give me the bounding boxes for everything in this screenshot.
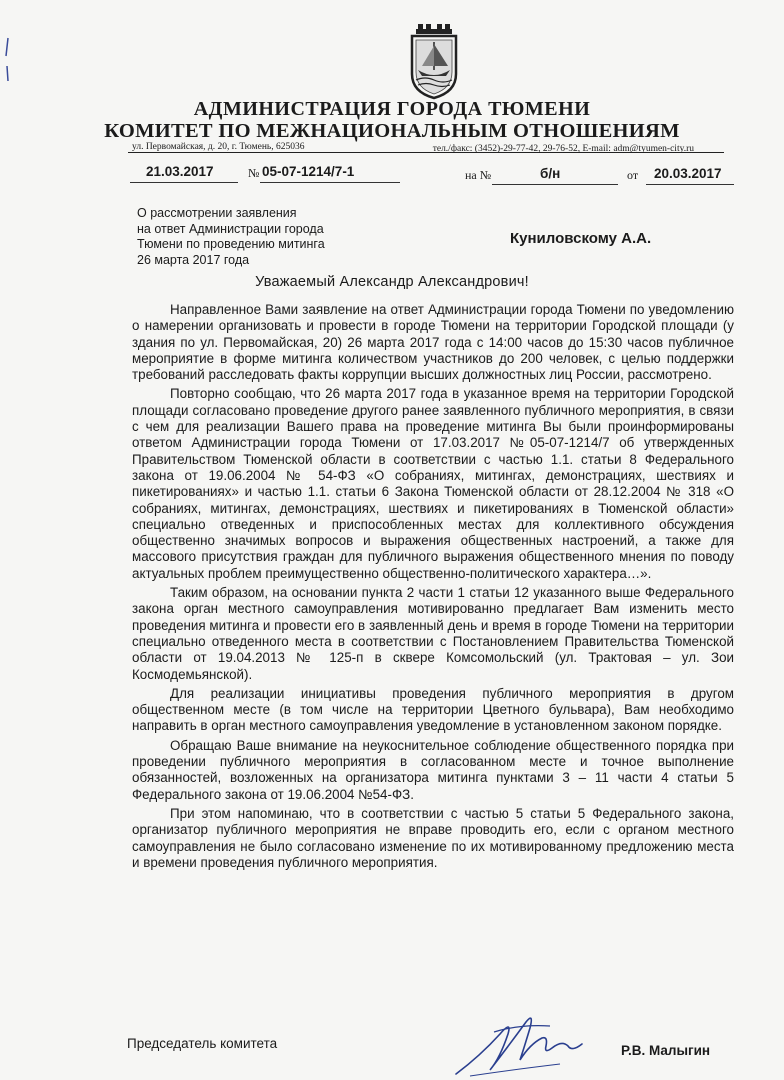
org-address: ул. Первомайская, д. 20, г. Тюмень, 625036 xyxy=(132,142,305,152)
reply-number: б/н xyxy=(540,166,561,181)
letter-body xyxy=(132,302,734,874)
handwritten-signature xyxy=(450,1004,590,1080)
addressee: Куниловскому А.А. xyxy=(510,230,652,247)
reply-underline xyxy=(492,184,618,185)
date-underline xyxy=(130,182,238,183)
margin-mark xyxy=(2,36,12,96)
subject-line: на ответ Администрации города xyxy=(137,221,324,236)
letter-subject xyxy=(137,206,325,268)
signer-name: Р.В. Малыгин xyxy=(621,1043,711,1058)
greeting: Уважаемый Александр Александрович! xyxy=(255,274,529,290)
number-label: № xyxy=(248,166,260,180)
from-date: 20.03.2017 xyxy=(654,166,722,181)
reply-label: на № xyxy=(465,168,492,182)
body-paragraph: При этом напоминаю, что в соответствии с частью 5 статьи 5 Федерального закона, организатор публичного мероприятия не вправе проводить его, если с органом местного самоуправления не было согласовано изменение по их мотивированному предложению места и времени проведения публичного мероприятия. xyxy=(132,805,734,870)
city-emblem-icon xyxy=(408,22,460,100)
org-name-administration: АДМИНИСТРАЦИЯ ГОРОДА ТЮМЕНИ xyxy=(193,98,591,120)
body-paragraph: Для реализации инициативы проведения публичного мероприятия в другом общественном месте (в том числе на территории Цветного бульвара), Вам необходимо направить в орган местного самоуправления уведомление в установленном законом порядке. xyxy=(132,685,734,734)
from-label: от xyxy=(627,168,639,182)
body-paragraph: Направленное Вами заявление на ответ Администрации города Тюмени по уведомлению о намерении организовать и провести в городе Тюмени на территории Городской площади (у здания по ул. Первомайская, 20) 26 марта 2017 года с 14:00 часов до 15:30 часов публичное мероприятие в форме митинга количеством участников до 200 человек, с целью поддержки требований расследовать факты коррупции высших должностных лиц России, рассмотрено. xyxy=(132,302,734,383)
from-underline xyxy=(646,184,734,185)
org-contacts: тел./факс: (3452)-29-77-42, 29-76-52, E-mail: adm@tyumen-city.ru xyxy=(432,144,694,154)
subject-line: Тюмени по проведению митинга xyxy=(137,237,325,251)
subject-line: 26 марта 2017 года xyxy=(137,252,250,267)
org-name-committee: КОМИТЕТ ПО МЕЖНАЦИОНАЛЬНЫМ ОТНОШЕНИЯМ xyxy=(104,120,680,142)
header-divider xyxy=(128,152,724,153)
letter-number: 05-07-1214/7-1 xyxy=(262,164,355,179)
body-paragraph: Обращаю Ваше внимание на неукоснительное соблюдение общественного порядка при проведении публичного мероприятия в согласованном месте и точное выполнение обязанностей, возложенных на организатора митинга пунктами 3 – 11 части 4 статьи 5 Федерального закона от 19.06.2004 №54-ФЗ. xyxy=(132,737,734,802)
letter-date: 21.03.2017 xyxy=(146,164,214,179)
body-paragraph: Повторно сообщаю, что 26 марта 2017 года в указанное время на территории Городской площади согласовано проведение другого ранее заявленного публичного мероприятия, в связи с чем для реализации Вашего права на проведение митинга Вы были проинформированы ответом Администрации города Тюмени от 17.03.2017 №05-07-1214/7 об утвержденных Правительством Тюменской области в соответствии с частью 1.1. статьи 8 Федерального закона от 19.06.2004 № 54-ФЗ «О собраниях, митингах, демонстрациях, шествиях и пикетированиях» и частью 1.1. статьи 6 Закона Тюменской области от 28.12.2004 № 318 «О собраниях, митингах, демонстрациях, шествиях и пикетированиях в Тюменской области» специально отведенных и приспособленных местах для коллективного обсуждения общественно значимых вопросов и выражения общественных настроений, а также для массового присутствия граждан для публичного выражения общественного мнения по поводу актуальных проблем преимущественно общественно-политического характера…». xyxy=(132,386,734,581)
subject-line: О рассмотрении заявления xyxy=(137,206,297,220)
signer-position: Председатель комитета xyxy=(127,1036,278,1051)
body-paragraph: Таким образом, на основании пункта 2 части 1 статьи 12 указанного выше Федерального закона орган местного самоуправления мотивированно предлагает Вам изменить место проведения митинга и провести его в заявленный день и время в городе Тюмени на территории специально отведенного места в соответствии с Постановлением Правительства Тюменской области от 19.04.2013 № 125-п в сквере Комсомольский (ул. Трактовая – ул. Зои Космодемьянской). xyxy=(132,585,734,682)
number-underline xyxy=(260,182,400,183)
